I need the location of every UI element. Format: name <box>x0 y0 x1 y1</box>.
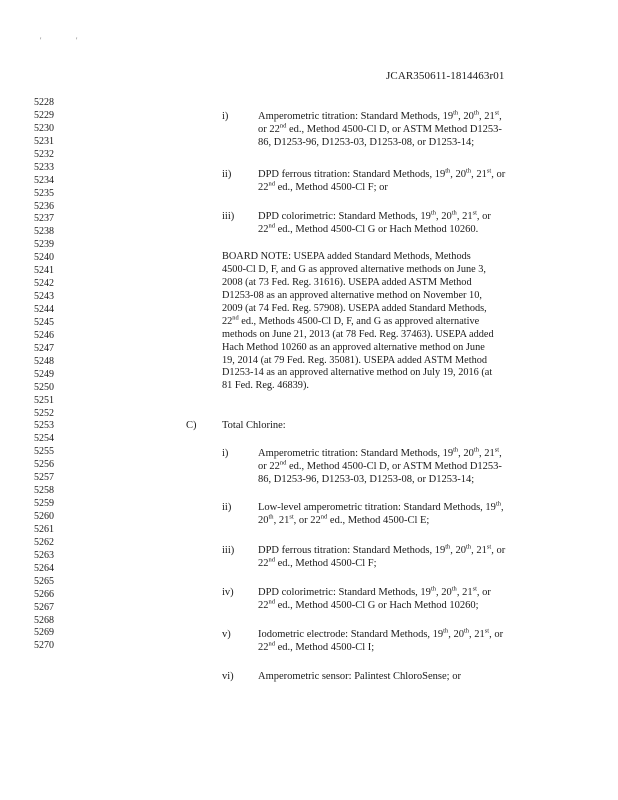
item-label: i) <box>222 111 229 122</box>
line-number: 5230 <box>34 122 54 134</box>
line-number: 5262 <box>34 536 54 548</box>
line-number: 5266 <box>34 588 54 600</box>
line-number: 5240 <box>34 252 54 264</box>
section-title: Total Chlorine: <box>222 420 286 431</box>
item-text: or 22nd ed., Method 4500-Cl D, or ASTM Method D1253- <box>258 122 502 135</box>
item-text: 86, D1253-96, D1253-03, D1253-08, or D1253-14; <box>258 137 475 148</box>
line-number: 5268 <box>34 614 54 626</box>
item-text: or 22nd ed., Method 4500-Cl D, or ASTM Method D1253- <box>258 459 502 472</box>
line-number: 5237 <box>34 213 54 225</box>
line-number: 5253 <box>34 420 54 432</box>
item-label: v) <box>222 629 231 640</box>
item-label: vi) <box>222 671 234 682</box>
line-number: 5231 <box>34 135 54 147</box>
item-label: iii) <box>222 211 235 222</box>
board-note-line: 2009 (at 74 Fed. Reg. 57908). USEPA added Standard Methods, <box>222 302 487 314</box>
board-note-line: 2008 (at 73 Fed. Reg. 31616). USEPA added ASTM Method <box>222 276 472 288</box>
item-text: Iodometric electrode: Standard Methods, 19th, 20th, 21st, or <box>258 627 504 640</box>
item-text: 22nd ed., Method 4500-Cl F; <box>258 556 377 569</box>
section-label: C) <box>186 420 197 431</box>
board-note-line: 22nd ed., Methods 4500-Cl D, F, and G as approved alternative <box>222 314 480 327</box>
line-number: 5243 <box>34 291 54 303</box>
board-note-line: 4500-Cl D, F, and G as approved alternative methods on June 3, <box>222 263 486 275</box>
board-note-line: methods on June 21, 2013 (at 78 Fed. Reg. 37463). USEPA added <box>222 328 494 340</box>
line-number: 5249 <box>34 368 54 380</box>
item-label: i) <box>222 448 229 459</box>
line-number: 5228 <box>34 97 54 108</box>
line-number: 5255 <box>34 446 54 458</box>
board-note-line: 81 Fed. Reg. 46839). <box>222 380 309 392</box>
item-text: DPD ferrous titration: Standard Methods, 19th, 20th, 21st, or <box>258 543 506 556</box>
board-note-line: Hach Method 10260 as an approved alternative method on June <box>222 341 485 353</box>
item-text: 22nd ed., Method 4500-Cl G or Hach Method 10260; <box>258 598 479 611</box>
board-note-line: BOARD NOTE: USEPA added Standard Methods, Methods <box>222 251 471 262</box>
scan-mark: ' <box>76 36 78 45</box>
line-number: 5257 <box>34 472 54 484</box>
board-note-line: D1253-14 as an approved alternative method on July 19, 2016 (at <box>222 367 493 379</box>
document-id: JCAR350611-1814463r01 <box>386 70 505 82</box>
line-number: 5251 <box>34 394 54 406</box>
scan-mark: ' <box>40 36 42 45</box>
item-text: DPD ferrous titration: Standard Methods, 19th, 20th, 21st, or <box>258 167 506 180</box>
line-number: 5229 <box>34 109 54 121</box>
item-text: Amperometric sensor: Palintest ChloroSense; or <box>258 671 461 682</box>
line-number: 5264 <box>34 562 54 574</box>
line-number: 5259 <box>34 498 54 510</box>
item-label: iii) <box>222 545 235 556</box>
line-number: 5232 <box>34 148 54 160</box>
line-number: 5267 <box>34 601 54 613</box>
line-number: 5256 <box>34 459 54 471</box>
line-number: 5239 <box>34 239 54 251</box>
board-note-line: 19, 2014 (at 79 Fed. Reg. 35081). USEPA added ASTM Method <box>222 354 488 366</box>
line-number: 5269 <box>34 627 54 639</box>
item-label: ii) <box>222 169 232 180</box>
item-label: iv) <box>222 587 234 598</box>
item-text: DPD colorimetric: Standard Methods, 19th, 20th, 21st, or <box>258 585 491 598</box>
line-number: 5236 <box>34 200 54 212</box>
line-number: 5252 <box>34 407 54 419</box>
line-number: 5233 <box>34 161 54 173</box>
item-text: 22nd ed., Method 4500-Cl F; or <box>258 180 388 193</box>
item-text: 20th, 21st, or 22nd ed., Method 4500-Cl E; <box>258 513 430 526</box>
line-number: 5263 <box>34 549 54 561</box>
line-number: 5235 <box>34 187 54 199</box>
line-numbers <box>34 97 68 653</box>
line-number: 5250 <box>34 381 54 393</box>
item-text: DPD colorimetric: Standard Methods, 19th, 20th, 21st, or <box>258 209 491 222</box>
item-label: ii) <box>222 502 232 513</box>
line-number: 5242 <box>34 278 54 290</box>
item-text: 86, D1253-96, D1253-03, D1253-08, or D1253-14; <box>258 474 475 485</box>
line-number: 5247 <box>34 342 54 354</box>
line-number: 5261 <box>34 523 54 535</box>
line-number: 5246 <box>34 329 54 341</box>
line-number: 5241 <box>34 265 54 277</box>
line-number: 5234 <box>34 174 54 186</box>
line-number: 5238 <box>34 226 54 238</box>
board-note-line: D1253-08 as an approved alternative method on November 10, <box>222 289 482 301</box>
line-number: 5270 <box>34 640 54 652</box>
item-text: Amperometric titration: Standard Methods, 19th, 20th, 21st, <box>258 109 502 122</box>
item-text: 22nd ed., Method 4500-Cl I; <box>258 640 375 653</box>
line-number: 5244 <box>34 304 54 315</box>
item-text: 22nd ed., Method 4500-Cl G or Hach Method 10260. <box>258 222 479 235</box>
line-number: 5265 <box>34 575 54 587</box>
item-text: Amperometric titration: Standard Methods, 19th, 20th, 21st, <box>258 446 502 459</box>
line-number: 5258 <box>34 485 54 497</box>
line-number: 5254 <box>34 433 54 445</box>
board-note <box>222 251 562 393</box>
line-number: 5248 <box>34 355 54 367</box>
line-number: 5260 <box>34 511 54 522</box>
line-number: 5245 <box>34 316 54 328</box>
item-text: Low-level amperometric titration: Standard Methods, 19th, <box>258 500 504 513</box>
